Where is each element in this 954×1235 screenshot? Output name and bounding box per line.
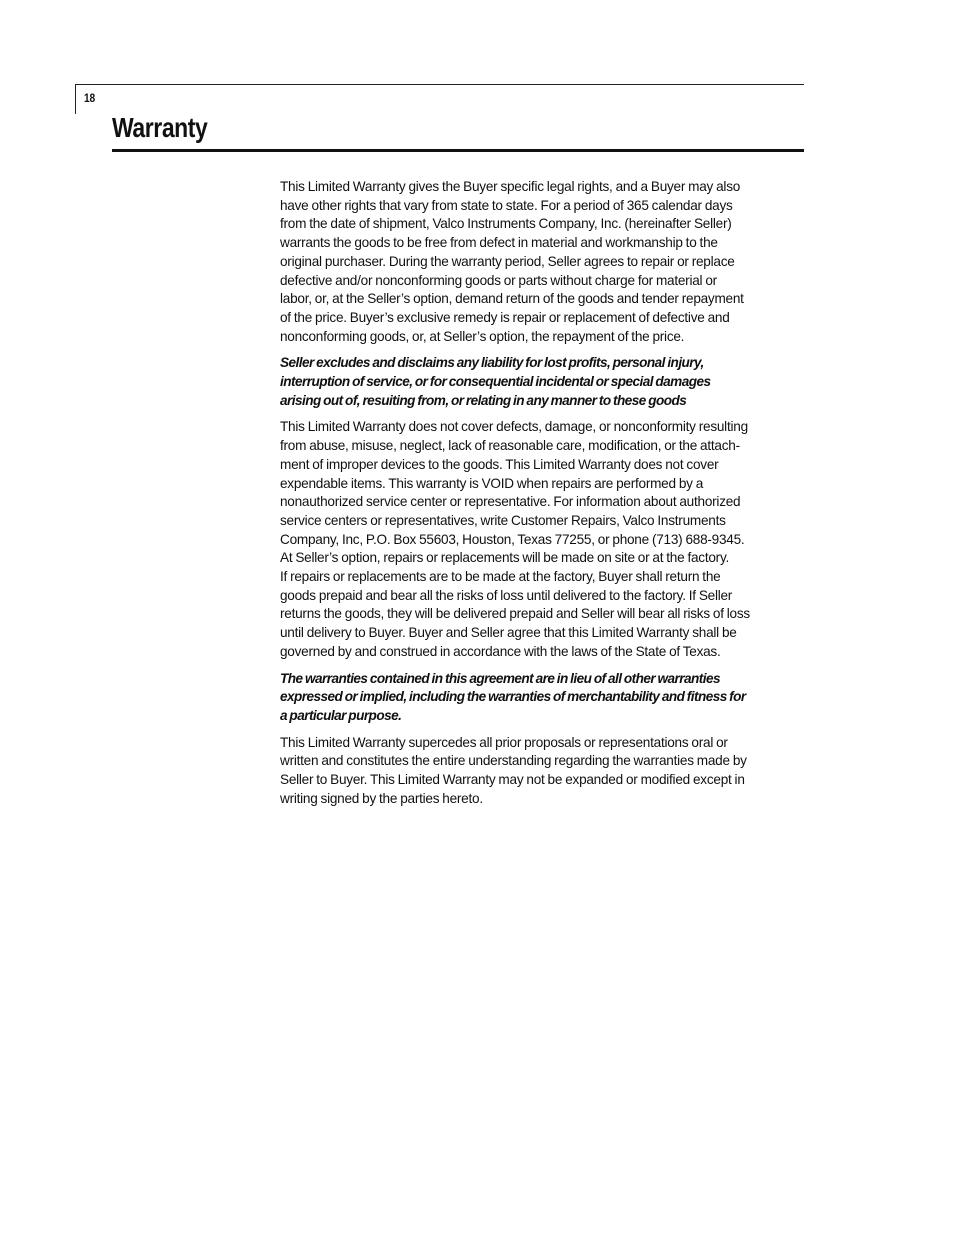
page-title: Warranty xyxy=(112,112,208,143)
warranty-paragraph-entire-agreement: This Limited Warranty supercedes all prior proposals or representations oral or written and constitutes the entire understanding regarding the warranties made by Seller to Buyer. This Limited Warranty may not be expanded or modified except in writing signed by the parties hereto. xyxy=(280,734,747,806)
header-top-rule xyxy=(75,84,804,85)
warranty-paragraph-coverage: This Limited Warranty does not cover defects, damage, or nonconformity resulting from abuse, misuse, neglect, lack of reasonable care, modification, or the attach- ment of improper devices to the goods. This Limited Warranty does not cover expendable items. This warranty is VOID when repairs are performed by a nonauthorized service center or representative. For information about authorized service centers or representatives, write Customer Repairs, Valco Instruments Company, Inc, P.O. Box 55603, Houston, Texas 77255, or phone (713) 688-9345. At Seller’s option, repairs or replacements will be made on site or at the factory. If repairs or replacements are to be made at the factory, Buyer shall return the goods prepaid and bear all the risks of loss until delivered to the factory. If Seller returns the goods, they will be delivered prepaid and Seller will bear all risks of loss until delivery to Buyer. Buyer and Seller agree that this Limited Warranty shall be governed by and construed in accordance with the laws of the State of Texas. xyxy=(280,419,750,659)
header-side-rule xyxy=(75,84,76,114)
page-number: 18 xyxy=(84,91,96,105)
warranty-paragraph-rights: This Limited Warranty gives the Buyer specific legal rights, and a Buyer may also have other rights that vary from state to state. For a period of 365 calendar days from the date of shipment, Valco Instruments Company, Inc. (hereinafter Seller) warrants the goods to be free from defect in material and workmanship to the original purchaser. During the warranty period, Seller agrees to repair or replace defective and/or nonconforming goods or parts without charge for material or labor, or, at the Seller’s option, demand return of the goods and tender repayment of the price. Buyer’s exclusive remedy is repair or replacement of defective and nonconforming goods, or, at Seller’s option, the repayment of the price. xyxy=(280,179,744,344)
implied-warranty-disclaimer: The warranties contained in this agreement are in lieu of all other warranties expressed or implied, including the warranties of merchantability and fitness for a particular purpose. xyxy=(280,670,746,723)
liability-disclaimer: Seller excludes and disclaims any liability for lost profits, personal injury, interruption of service, or for consequential incidental or special damages arising out of, resuiting from, or relating in any manner to these goods xyxy=(280,355,711,408)
warranty-body xyxy=(280,178,804,817)
title-underline-rule xyxy=(112,149,804,152)
